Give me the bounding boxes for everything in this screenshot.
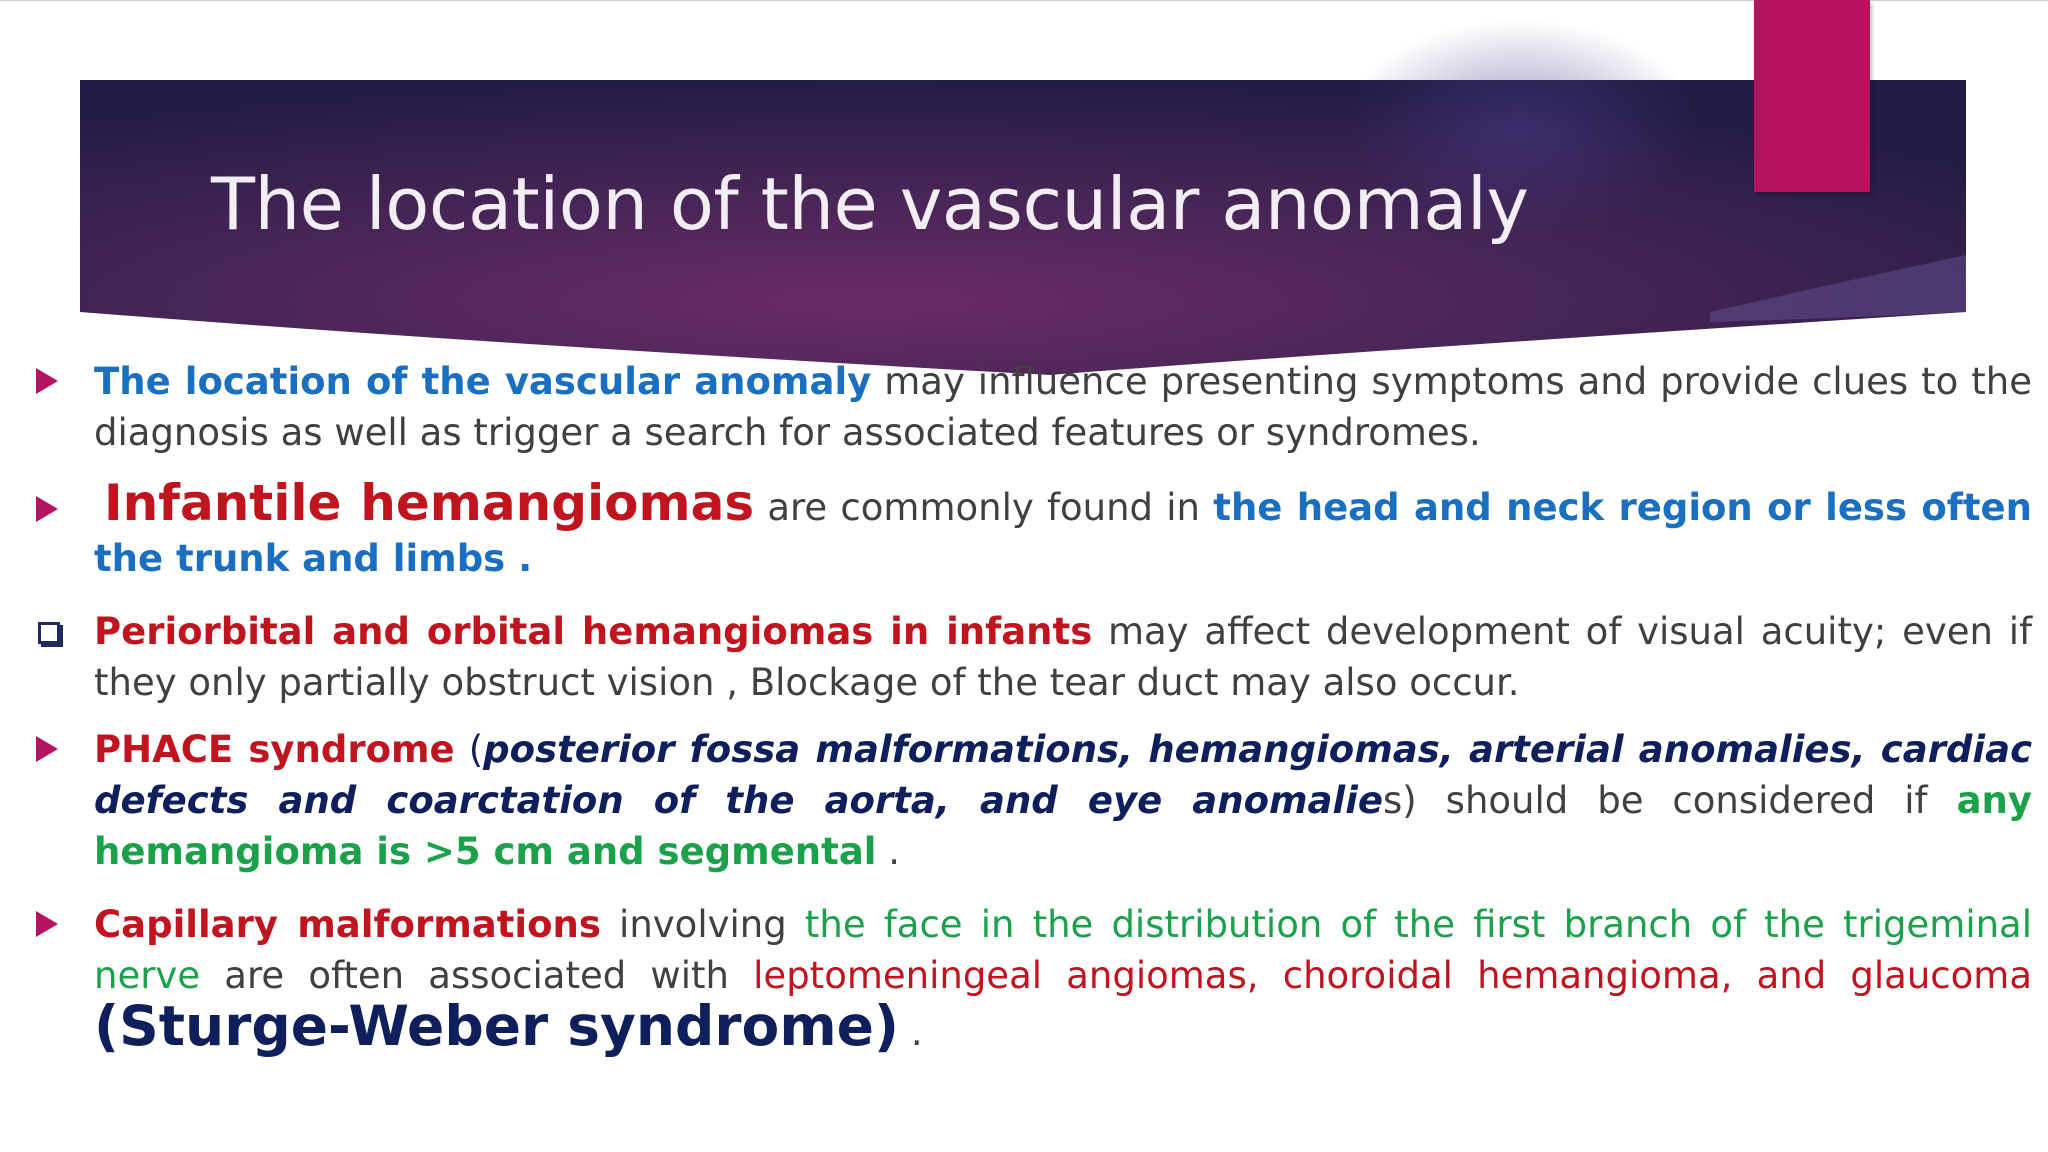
- bullet-item-infantile-hemangiomas: [36, 474, 2032, 584]
- body-text: may affect development of visual acuity; even if they only partially obstruct vision , Blockage of the tear duct may also occur.: [94, 610, 2032, 704]
- slide-title: The location of the vascular anomaly: [211, 162, 1529, 246]
- highlight-text: the face in the distribution of the first branch of the trigeminal nerve: [94, 903, 2032, 997]
- highlight-text: PHACE syndrome: [94, 728, 455, 771]
- arrow-bullet-icon: [36, 484, 76, 535]
- highlight-text: posterior fossa malformations, hemangiomas, arterial anomalies, cardiac defects and coarctation of the aorta, and eye anomalie: [94, 728, 2033, 822]
- body-text: .: [899, 1011, 923, 1054]
- accent-block: [1754, 0, 1870, 192]
- body-text: are often associated with: [200, 954, 754, 997]
- body-text: .: [876, 830, 901, 873]
- highlight-text: Capillary malformations: [94, 903, 601, 946]
- body-text: involving: [600, 903, 805, 946]
- highlight-text: any hemangioma is >5 cm and segmental: [94, 779, 2032, 873]
- bullet-item-location: [36, 356, 2032, 458]
- bullet-item-phace: [36, 724, 2032, 877]
- body-text: are commonly found in: [754, 486, 1214, 529]
- arrow-bullet-icon: [36, 356, 76, 407]
- highlight-text: leptomeningeal angiomas, choroidal hemangioma, and glaucoma: [753, 954, 2033, 997]
- arrow-bullet-icon: [36, 724, 76, 775]
- highlight-text: Periorbital and orbital hemangiomas in infants: [94, 610, 1093, 653]
- bullet-item-periorbital: [36, 606, 2032, 708]
- arrow-bullet-icon: [36, 899, 76, 950]
- bullet-list: [36, 356, 2032, 1058]
- highlight-text: the head and neck region or less often the trunk and limbs .: [94, 486, 2032, 580]
- highlight-text: The location of the vascular anomaly: [94, 360, 872, 403]
- body-text: s) should be considered if: [1382, 779, 1957, 822]
- body-text: may influence presenting symptoms and provide clues to the diagnosis as well as trigger a search for associated features or syndromes.: [94, 360, 2032, 454]
- square-bullet-icon: [36, 606, 76, 657]
- body-text: (: [454, 728, 484, 771]
- highlight-text: (Sturge-Weber syndrome): [94, 994, 900, 1058]
- bullet-item-capillary: [36, 899, 2032, 1058]
- highlight-text: Infantile hemangiomas: [104, 474, 755, 532]
